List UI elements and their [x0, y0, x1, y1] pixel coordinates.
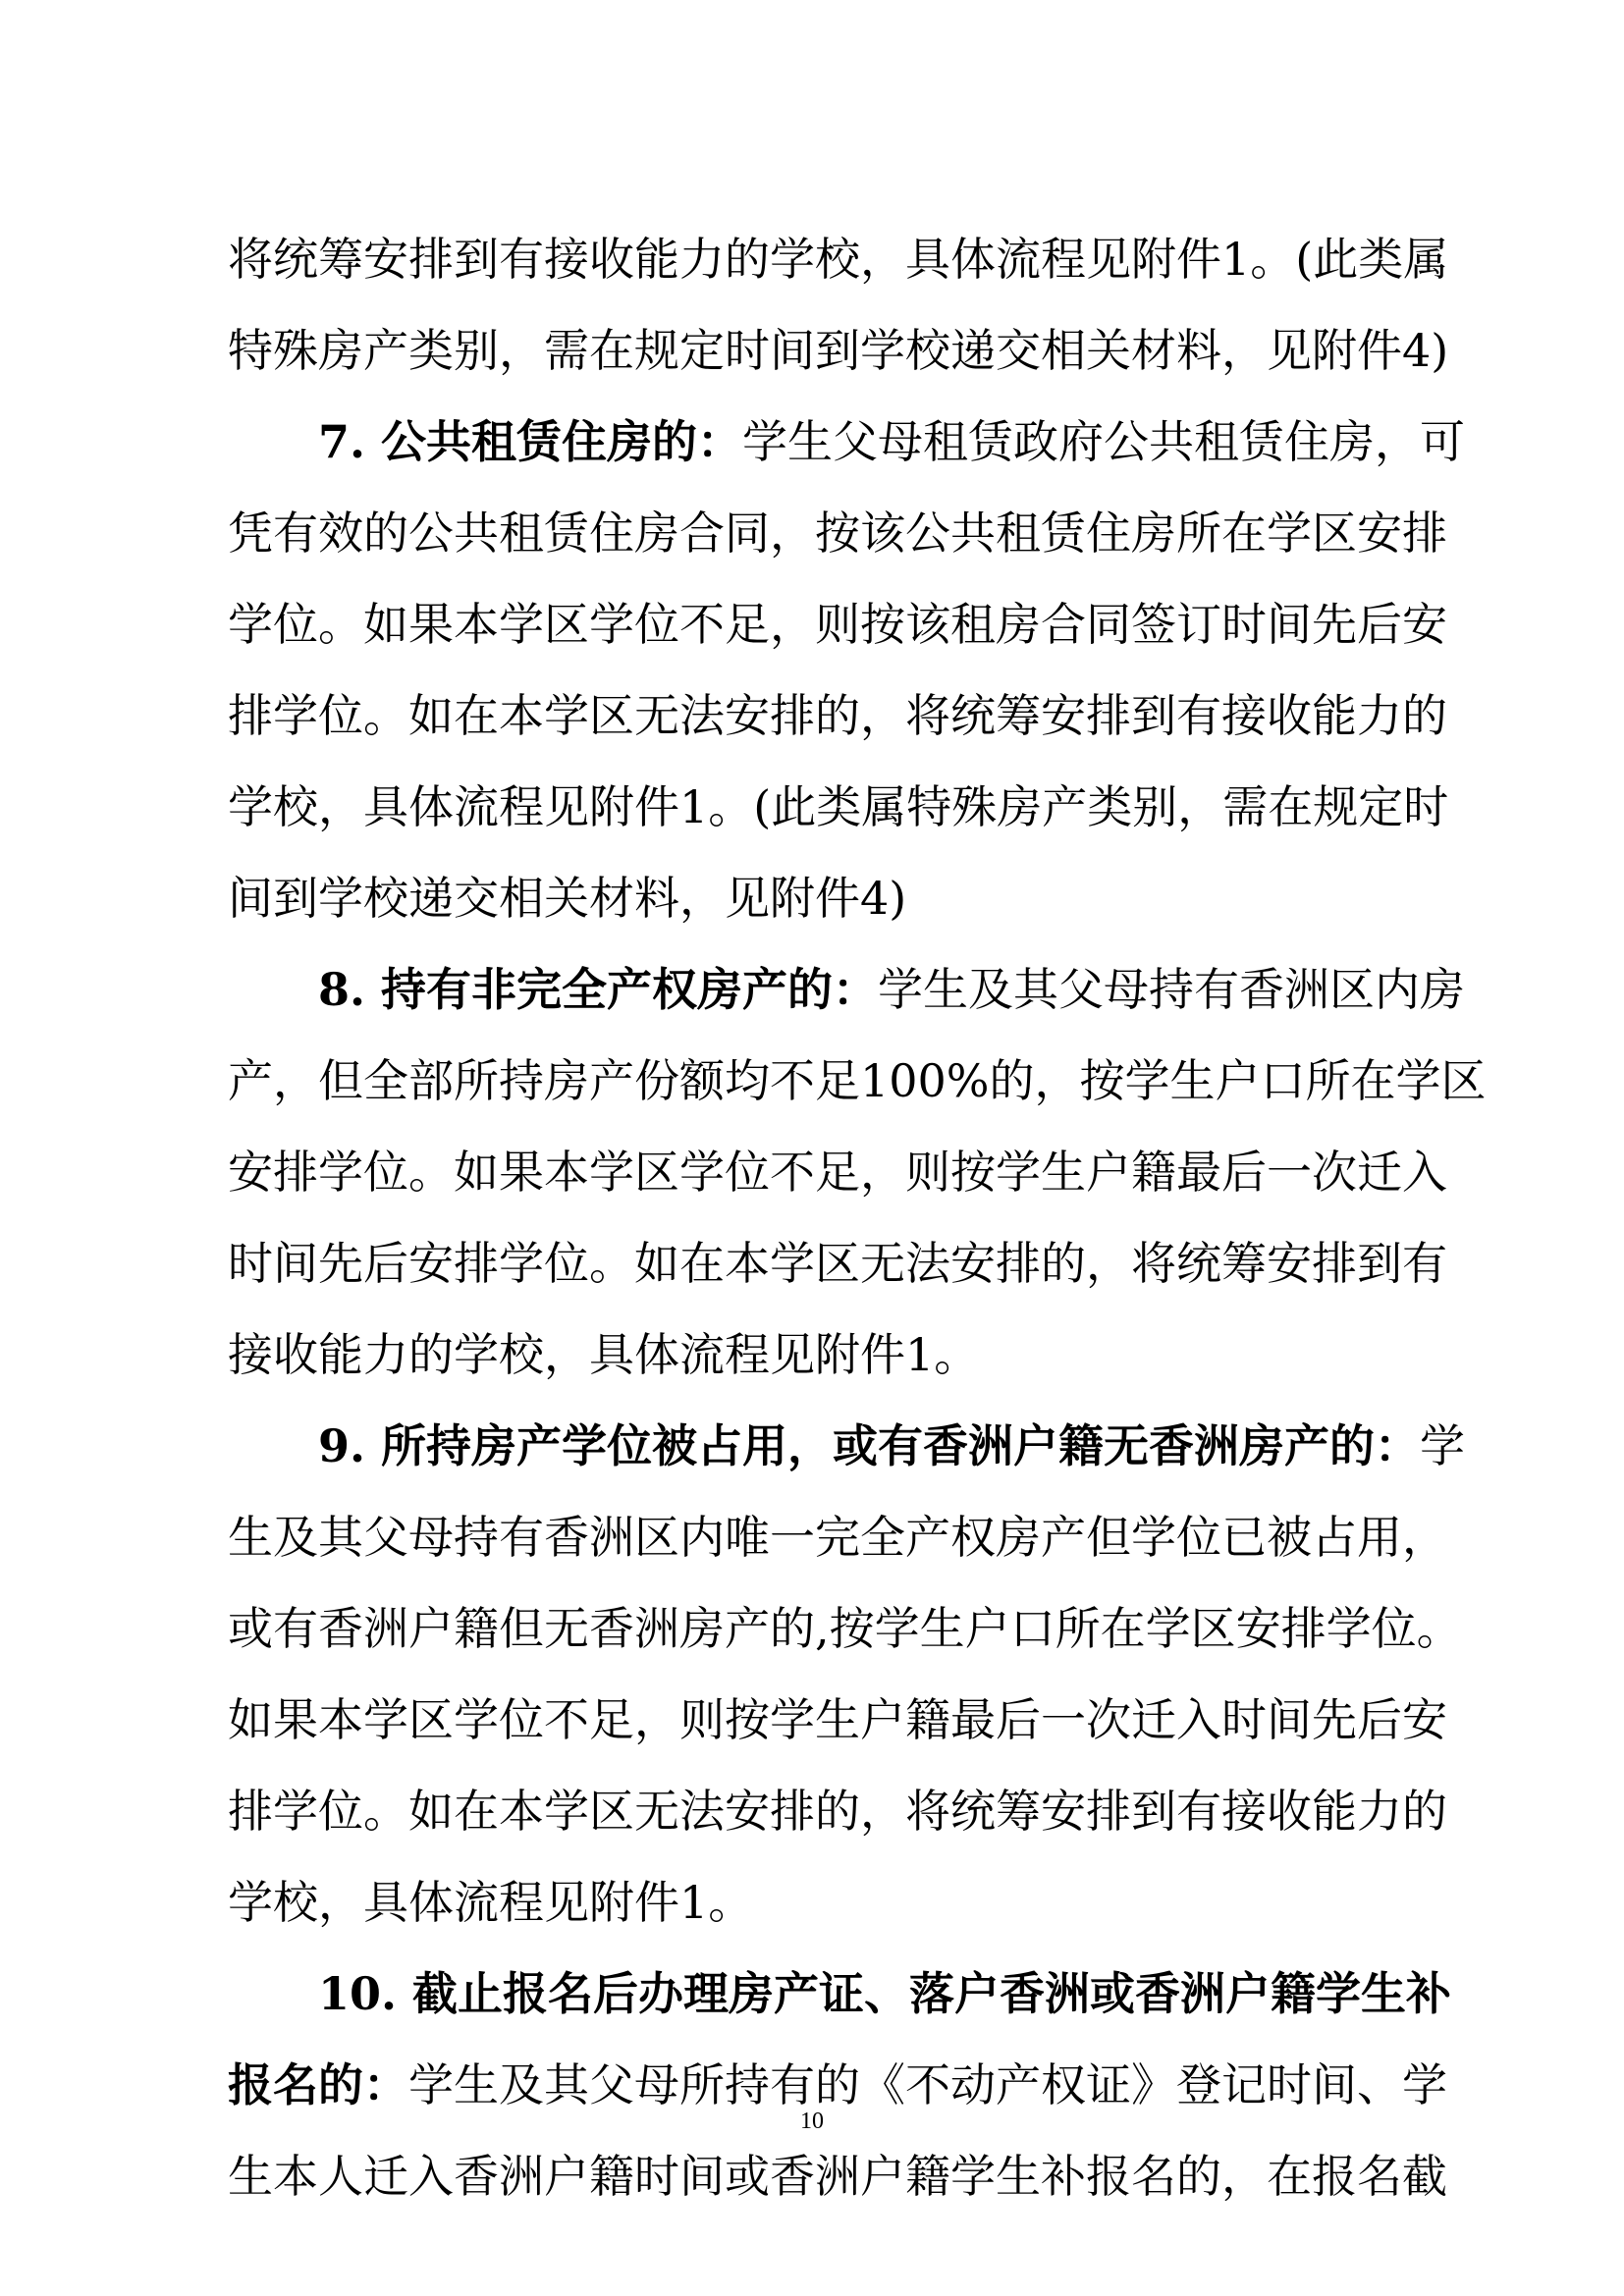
text-line	[228, 2131, 1447, 2222]
line-text: 生本人迁入香洲户籍时间或香洲户籍学生补报名的，在报名截	[228, 2150, 1447, 2203]
line-text: 学	[1420, 1419, 1466, 1472]
section-heading: 9. 所持房产学位被占用，或有香洲户籍无香洲房产的：	[318, 1419, 1421, 1472]
text-line	[228, 397, 1466, 488]
text-line	[228, 214, 1449, 305]
line-text: 学校，具体流程见附件1。	[228, 1876, 754, 1929]
line-text: 间到学校递交相关材料，见附件4)	[228, 872, 907, 925]
line-text: 或有香洲户籍但无香洲房产的,按学生户口所在学区安排学位。	[228, 1602, 1462, 1655]
line-text: 安排学位。如果本学区学位不足，则按学生户籍最后一次迁入	[228, 1146, 1447, 1199]
line-text: 接收能力的学校，具体流程见附件1。	[228, 1328, 980, 1381]
text-line	[228, 1857, 1416, 1949]
section-heading: 8. 持有非完全产权房产的：	[318, 963, 879, 1016]
section-heading: 7. 公共租赁住房的：	[318, 415, 743, 468]
text-line	[228, 579, 1447, 670]
text-line	[228, 670, 1447, 762]
text-line	[228, 1036, 1487, 1127]
text-line	[228, 488, 1447, 579]
line-text: 时间先后安排学位。如在本学区无法安排的，将统筹安排到有	[228, 1237, 1447, 1290]
line-text: 排学位。如在本学区无法安排的，将统筹安排到有接收能力的	[228, 689, 1447, 742]
line-text: 学生及其父母所持有的《不动产权证》登记时间、学	[408, 2058, 1447, 2111]
line-text: 学位。如果本学区学位不足，则按该租房合同签订时间先后安	[228, 598, 1447, 651]
line-text: 如果本学区学位不足，则按学生户籍最后一次迁入时间先后安	[228, 1693, 1447, 1746]
section-heading: 报名的：	[228, 2058, 408, 2111]
text-line	[228, 1583, 1462, 1675]
line-text: 将统筹安排到有接收能力的学校，具体流程见附件1。(此类属	[228, 233, 1449, 286]
text-line	[228, 1492, 1447, 1583]
line-text: 凭有效的公共租赁住房合同，按该公共租赁住房所在学区安排	[228, 507, 1447, 560]
text-line	[228, 1766, 1447, 1857]
line-text: 产，但全部所持房产份额均不足100%的，按学生户口所在学区	[228, 1054, 1487, 1107]
page-number: 10	[800, 2109, 824, 2134]
line-text: 学校，具体流程见附件1。(此类属特殊房产类别，需在规定时	[228, 780, 1449, 833]
text-line	[228, 944, 1466, 1036]
text-line	[228, 853, 1416, 944]
text-line	[228, 1127, 1447, 1218]
line-text: 学生及其父母持有香洲区内房	[878, 963, 1466, 1016]
line-text: 学生父母租赁政府公共租赁住房，可	[742, 415, 1466, 468]
line-text: 排学位。如在本学区无法安排的，将统筹安排到有接收能力的	[228, 1785, 1447, 1838]
text-line	[228, 762, 1449, 853]
body-text	[228, 214, 1487, 2222]
text-line	[228, 1949, 1452, 2040]
text-line	[228, 1401, 1466, 1492]
line-text: 特殊房产类别，需在规定时间到学校递交相关材料，见附件4)	[228, 324, 1449, 377]
text-line	[228, 1309, 1416, 1401]
line-text: 生及其父母持有香洲区内唯一完全产权房产但学位已被占用，	[228, 1511, 1447, 1564]
text-line	[228, 1675, 1447, 1766]
text-line	[228, 1218, 1447, 1309]
text-line	[228, 305, 1449, 397]
section-heading: 10. 截止报名后办理房产证、落户香洲或香洲户籍学生补	[318, 1967, 1452, 2020]
